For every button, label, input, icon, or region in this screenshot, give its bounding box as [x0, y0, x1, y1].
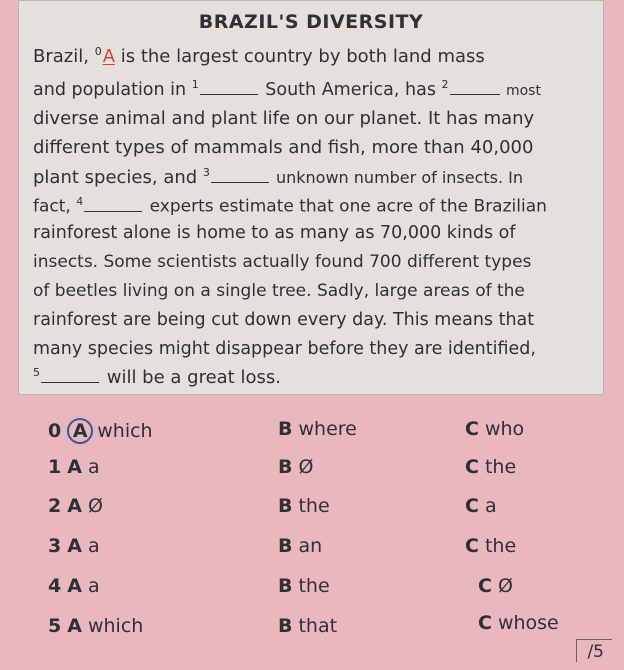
example-answer: A [102, 46, 116, 67]
text-line-3: diverse animal and plant life on our planet. It has many [33, 108, 535, 129]
option-0-c[interactable]: C who [465, 418, 525, 440]
option-1-a[interactable]: 1 A a [48, 456, 100, 478]
option-3-a[interactable]: 3 A a [48, 535, 100, 557]
option-5-b[interactable]: B that [278, 615, 338, 637]
text-line-7: rainforest alone is home to as many as 70,000 kinds of [33, 223, 516, 243]
text-line-8: insects. Some scientists actually found 700 different types [33, 252, 532, 272]
option-1-b[interactable]: B Ø [278, 456, 314, 478]
gap-5[interactable] [41, 368, 99, 383]
text-line-4: different types of mammals and fish, more than 40,000 [33, 137, 534, 158]
selected-circle: A [67, 418, 93, 444]
text-card [18, 0, 604, 395]
score-box: /5 [576, 639, 612, 662]
option-4-c[interactable]: C Ø [478, 575, 513, 597]
option-2-a[interactable]: 2 A Ø [48, 495, 103, 517]
text-line-12: $^5$ will be a great loss. [33, 366, 281, 388]
option-0-b[interactable]: B where [278, 418, 357, 440]
gap-4[interactable] [84, 197, 142, 212]
text-line-11: many species might disappear before they are identified, [33, 339, 536, 359]
text-line-5: plant species, and $^3$ unknown number of insects. In [33, 166, 524, 188]
gap-1[interactable] [200, 80, 258, 95]
option-3-c[interactable]: C the [465, 535, 517, 557]
text-line-6: fact, $^4$ experts estimate that one acre of the Brazilian [33, 195, 547, 217]
option-3-b[interactable]: B an [278, 535, 323, 557]
gap-2[interactable] [450, 80, 500, 95]
option-4-a[interactable]: 4 A a [48, 575, 100, 597]
text-line-9: of beetles living on a single tree. Sadly, large areas of the [33, 281, 525, 301]
option-5-a[interactable]: 5 A which [48, 615, 144, 637]
option-5-c[interactable]: C whose [478, 612, 559, 634]
option-2-b[interactable]: B the [278, 495, 330, 517]
option-4-b[interactable]: B the [278, 575, 330, 597]
exercise-title: BRAZIL'S DIVERSITY [198, 11, 424, 33]
text-line-10: rainforest are being cut down every day. This means that [33, 310, 535, 330]
option-0-a[interactable]: 0 A which [48, 420, 153, 442]
gap-3[interactable] [211, 168, 269, 183]
text-line-1: Brazil, $^0$A is the largest country by both land mass [33, 45, 485, 67]
text-line-2: and population in $^1$ South America, has $^2$ most [33, 78, 541, 100]
option-1-c[interactable]: C the [465, 456, 517, 478]
option-2-c[interactable]: C a [465, 495, 497, 517]
